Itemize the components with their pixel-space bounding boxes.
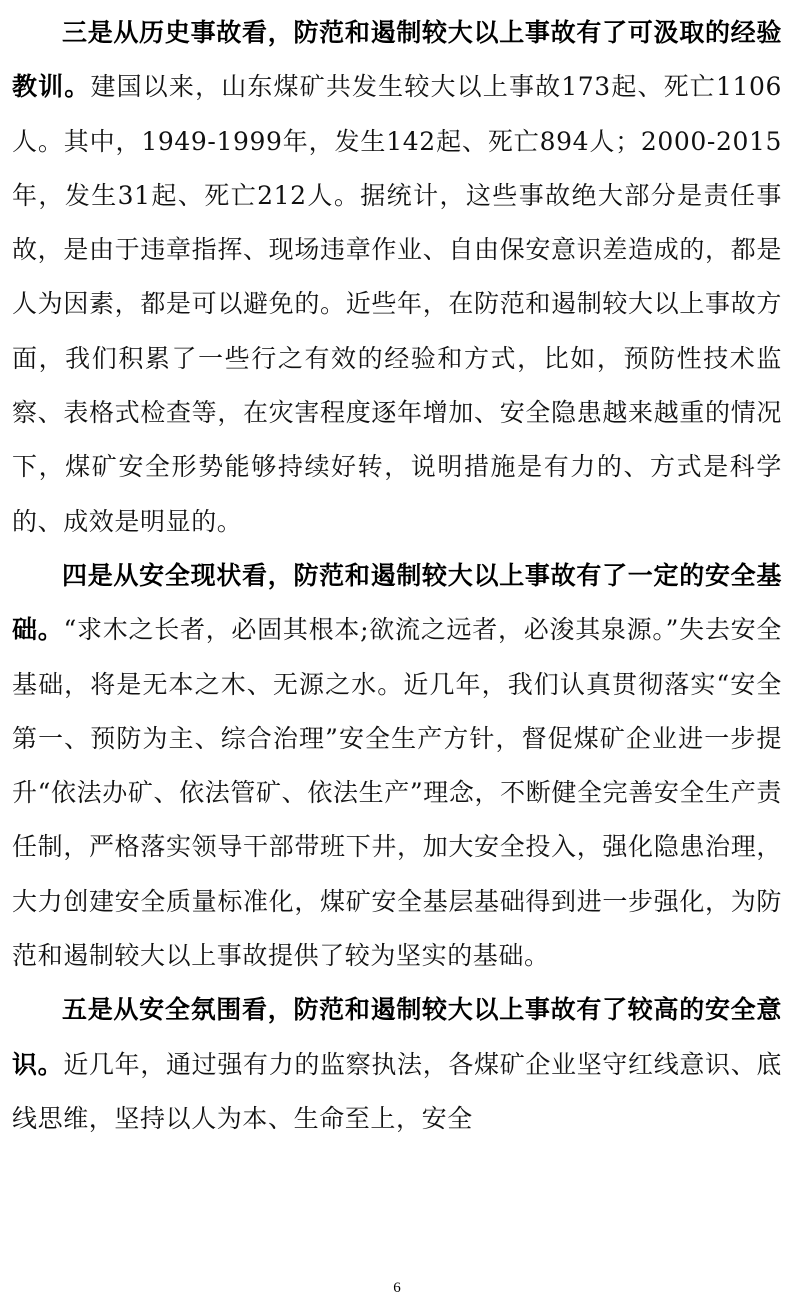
paragraph-text: 建国以来，山东煤矿共发生较大以上事故173起、死亡1106人。其中，1949-1999年，发生142起、死亡894人；2000-2015年，发生31起、死亡212人。据统计，这些事故绝大部分是责任事故，是由于违章指挥、现场违章作业、自由保安意识差造成的，都是人为因素，都是可以避免的。近些年，在防范和遏制较大以上事故方面，我们积累了一些行之有效的经验和方式，比如，预防性技术监察、表格式检查等，在灾害程度逐年增加、安全隐患越来越重的情况下，煤矿安全形势能够持续好转，说明措施是有力的、方式是科学的、成效是明显的。 [12,72,782,536]
paragraph-heading: 三是从历史事故看，防范和遏制较大以上事故有了可汲取的经验教训。 [12,18,782,102]
paragraph-5-atmosphere [12,983,782,1146]
paragraph-4-status [12,549,782,983]
paragraph-heading: 五是从安全氛围看，防范和遏制较大以上事故有了较高的安全意识。 [12,995,782,1079]
paragraph-3-history [12,6,782,549]
page-number: 6 [393,1280,401,1296]
paragraph-text: “求木之长者，必固其根本;欲流之远者，必浚其泉源。”失去安全基础，将是无本之木、无源之水。近几年，我们认真贯彻落实“安全第一、预防为主、综合治理”安全生产方针，督促煤矿企业进一步提升“依法办矿、依法管矿、依法生产”理念，不断健全完善安全生产责任制，严格落实领导干部带班下井，加大安全投入，强化隐患治理，大力创建安全质量标准化，煤矿安全基层基础得到进一步强化，为防范和遏制较大以上事故提供了较为坚实的基础。 [12,615,782,971]
paragraph-heading: 四是从安全现状看，防范和遏制较大以上事故有了一定的安全基础。 [12,560,782,645]
document-body [12,6,782,1146]
paragraph-text: 近几年，通过强有力的监察执法，各煤矿企业坚守红线意识、底线思维，坚持以人为本、生命至上，安全 [12,1049,782,1133]
